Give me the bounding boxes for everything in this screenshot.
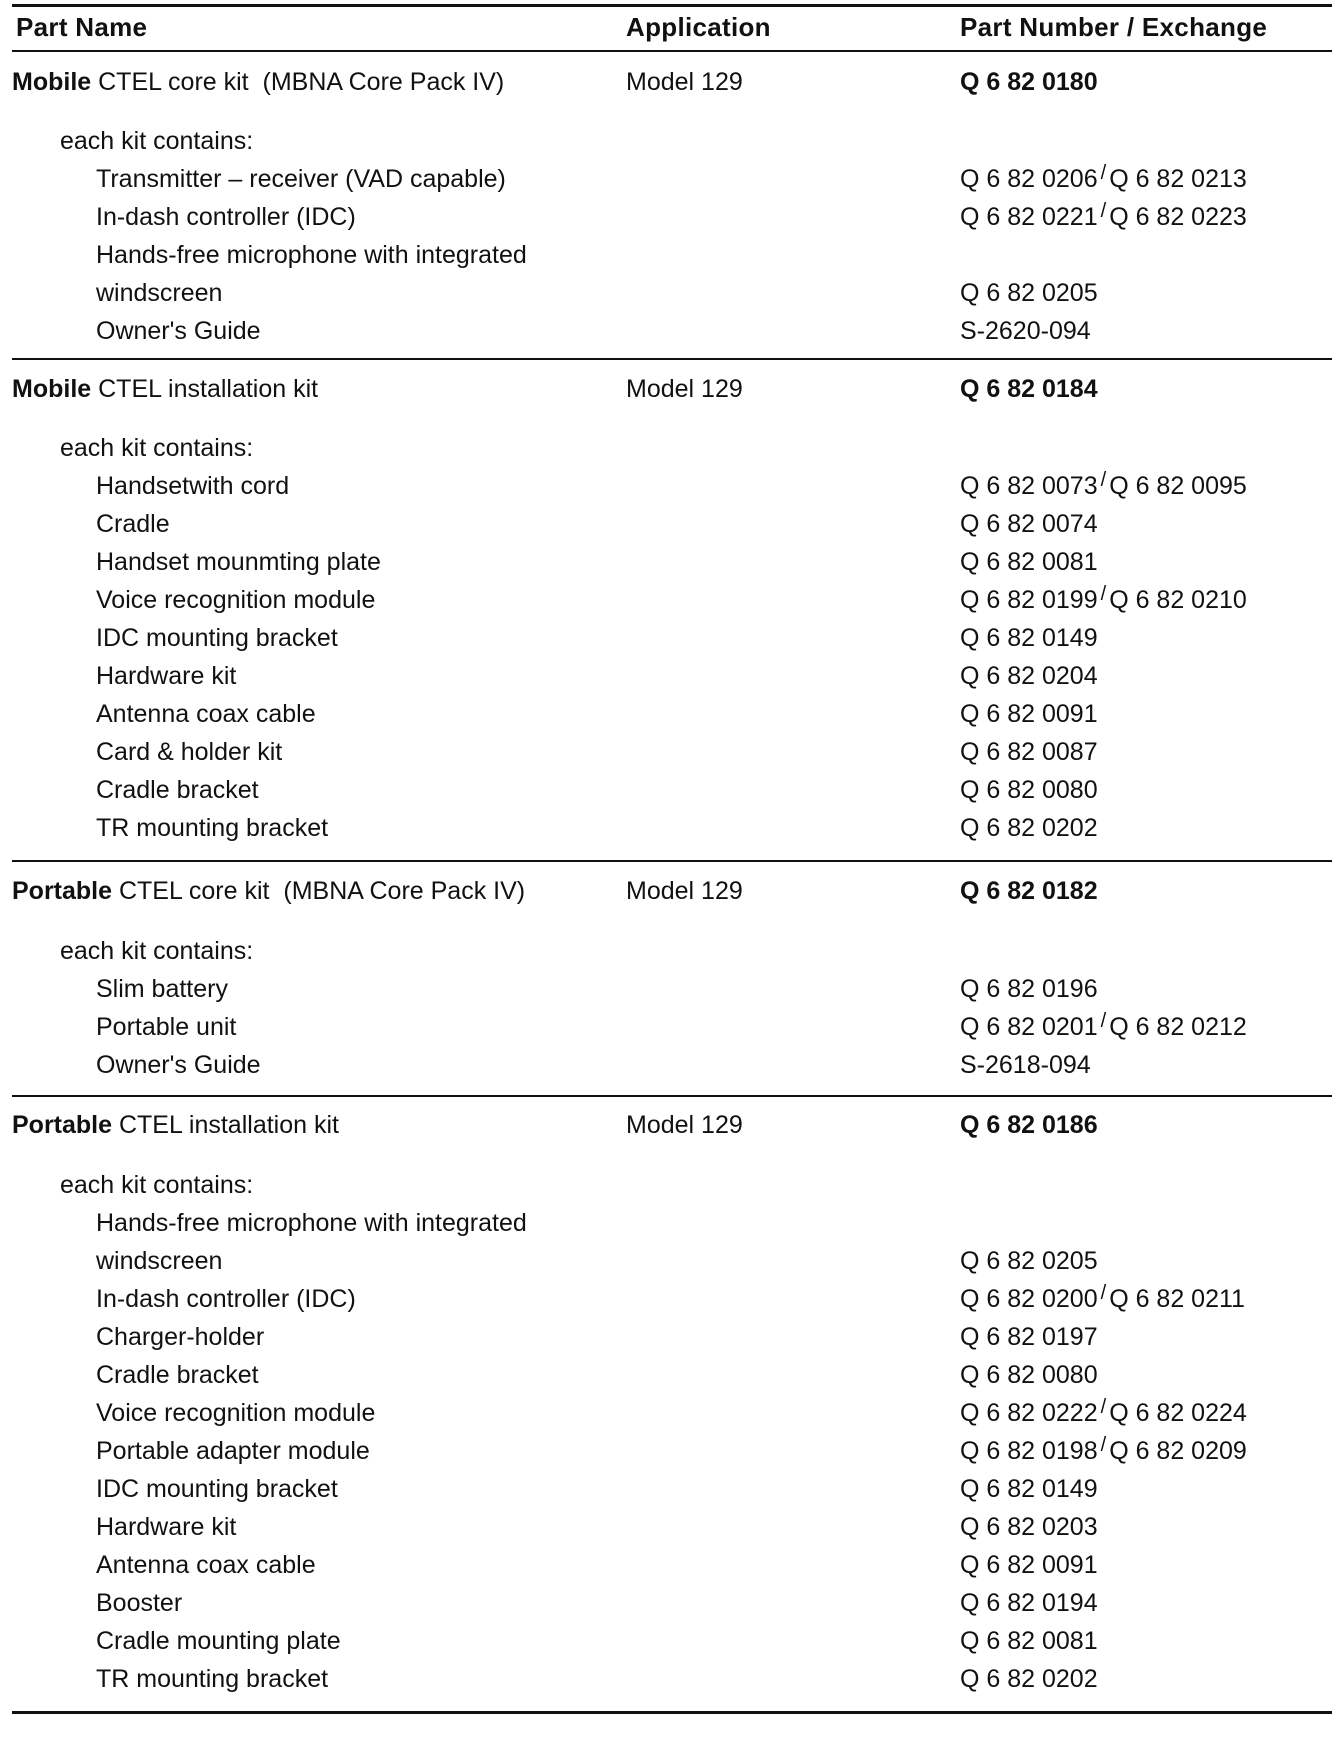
item-name: Handset mounmting plate xyxy=(96,548,381,576)
header-rule xyxy=(12,50,1332,52)
item-part-number: Q 6 82 0073 / Q 6 82 0095 xyxy=(960,469,1247,500)
item-part-number: Q 6 82 0203 xyxy=(960,1513,1098,1541)
item-row xyxy=(12,619,1332,657)
item-part-number: Q 6 82 0221 / Q 6 82 0223 xyxy=(960,200,1247,231)
kit-application: Model 129 xyxy=(626,68,743,96)
contains-label-row xyxy=(12,1166,1332,1204)
item-row xyxy=(12,970,1332,1008)
item-name: In-dash controller (IDC) xyxy=(96,1285,356,1313)
item-name: Transmitter – receiver (VAD capable) xyxy=(96,165,506,193)
item-name: Portable unit xyxy=(96,1013,237,1041)
item-part-number: Q 6 82 0194 xyxy=(960,1589,1098,1617)
item-part-number: Q 6 82 0199 / Q 6 82 0210 xyxy=(960,583,1247,614)
item-name: TR mounting bracket xyxy=(96,1665,329,1693)
item-part-number: Q 6 82 0149 xyxy=(960,624,1098,652)
item-part-number: Q 6 82 0087 xyxy=(960,738,1098,766)
section-divider xyxy=(12,358,1332,360)
contains-label: each kit contains: xyxy=(60,434,254,462)
item-name: IDC mounting bracket xyxy=(96,1475,338,1503)
item-name: Hands-free microphone with integrated xyxy=(96,241,527,269)
item-row xyxy=(12,1622,1332,1660)
item-name: windscreen xyxy=(96,279,223,307)
item-part-number: Q 6 82 0222 / Q 6 82 0224 xyxy=(960,1396,1247,1427)
item-name: Card & holder kit xyxy=(96,738,283,766)
item-name: Owner's Guide xyxy=(96,1051,261,1079)
item-name: Charger-holder xyxy=(96,1323,265,1351)
item-name: Antenna coax cable xyxy=(96,700,316,728)
item-row xyxy=(12,1546,1332,1584)
item-name: Hardware kit xyxy=(96,1513,237,1541)
item-row xyxy=(12,581,1332,619)
section-divider xyxy=(12,1095,1332,1097)
item-part-number: Q 6 82 0206 / Q 6 82 0213 xyxy=(960,162,1247,193)
item-name: Cradle bracket xyxy=(96,1361,259,1389)
item-row xyxy=(12,657,1332,695)
item-part-number: Q 6 82 0202 xyxy=(960,1665,1098,1693)
item-row xyxy=(12,467,1332,505)
item-name: windscreen xyxy=(96,1247,223,1275)
item-part-number: Q 6 82 0205 xyxy=(960,279,1098,307)
item-part-number: Q 6 82 0201 / Q 6 82 0212 xyxy=(960,1010,1247,1041)
kit-name: Mobile CTEL core kit (MBNA Core Pack IV) xyxy=(12,68,505,96)
kit-row xyxy=(12,63,1332,101)
item-name: IDC mounting bracket xyxy=(96,624,338,652)
item-part-number: Q 6 82 0197 xyxy=(960,1323,1098,1351)
item-part-number: Q 6 82 0091 xyxy=(960,1551,1098,1579)
kit-row xyxy=(12,1106,1332,1144)
item-name: Antenna coax cable xyxy=(96,1551,316,1579)
header-application: Application xyxy=(626,12,771,42)
item-name: Slim battery xyxy=(96,975,228,1003)
item-part-number: Q 6 82 0204 xyxy=(960,662,1098,690)
item-row xyxy=(12,1508,1332,1546)
item-row xyxy=(12,1008,1332,1046)
item-row xyxy=(12,236,1332,274)
item-row xyxy=(12,543,1332,581)
contains-label: each kit contains: xyxy=(60,937,254,965)
item-part-number: S-2620-094 xyxy=(960,317,1091,345)
item-row xyxy=(12,771,1332,809)
item-name: Cradle mounting plate xyxy=(96,1627,341,1655)
kit-application: Model 129 xyxy=(626,375,743,403)
contains-label-row xyxy=(12,932,1332,970)
item-row xyxy=(12,1280,1332,1318)
item-name: Portable adapter module xyxy=(96,1437,370,1465)
item-row xyxy=(12,1242,1332,1280)
item-row xyxy=(12,1660,1332,1698)
item-row xyxy=(12,1394,1332,1432)
kit-application: Model 129 xyxy=(626,877,743,905)
kit-name: Mobile CTEL installation kit xyxy=(12,375,319,403)
bottom-rule xyxy=(12,1711,1332,1714)
top-rule xyxy=(12,4,1332,7)
kit-name: Portable CTEL core kit (MBNA Core Pack IV) xyxy=(12,877,526,905)
item-name: Voice recognition module xyxy=(96,586,376,614)
item-row xyxy=(12,809,1332,847)
item-row xyxy=(12,1204,1332,1242)
item-row xyxy=(12,160,1332,198)
item-row xyxy=(12,1046,1332,1084)
item-part-number: Q 6 82 0080 xyxy=(960,776,1098,804)
item-part-number: Q 6 82 0200 / Q 6 82 0211 xyxy=(960,1282,1245,1313)
kit-part-number: Q 6 82 0180 xyxy=(960,68,1098,96)
contains-label-row xyxy=(12,429,1332,467)
item-part-number: Q 6 82 0149 xyxy=(960,1475,1098,1503)
kit-name: Portable CTEL installation kit xyxy=(12,1111,339,1139)
kit-row xyxy=(12,370,1332,408)
item-part-number: Q 6 82 0196 xyxy=(960,975,1098,1003)
item-row xyxy=(12,1470,1332,1508)
item-name: In-dash controller (IDC) xyxy=(96,203,356,231)
item-name: Cradle bracket xyxy=(96,776,259,804)
item-part-number: S-2618-094 xyxy=(960,1051,1091,1079)
kit-part-number: Q 6 82 0184 xyxy=(960,375,1098,403)
item-part-number: Q 6 82 0074 xyxy=(960,510,1098,538)
kit-row xyxy=(12,872,1332,910)
item-row xyxy=(12,695,1332,733)
item-row xyxy=(12,274,1332,312)
item-name: Cradle xyxy=(96,510,170,538)
item-name: Voice recognition module xyxy=(96,1399,376,1427)
kit-part-number: Q 6 82 0186 xyxy=(960,1111,1098,1139)
item-name: Hardware kit xyxy=(96,662,237,690)
item-row xyxy=(12,1584,1332,1622)
item-row xyxy=(12,1356,1332,1394)
item-row xyxy=(12,505,1332,543)
item-part-number: Q 6 82 0205 xyxy=(960,1247,1098,1275)
item-row xyxy=(12,312,1332,350)
item-row xyxy=(12,1318,1332,1356)
section-divider xyxy=(12,860,1332,862)
kit-application: Model 129 xyxy=(626,1111,743,1139)
item-part-number: Q 6 82 0091 xyxy=(960,700,1098,728)
item-part-number: Q 6 82 0080 xyxy=(960,1361,1098,1389)
item-name: Handsetwith cord xyxy=(96,472,290,500)
contains-label: each kit contains: xyxy=(60,127,254,155)
contains-label: each kit contains: xyxy=(60,1171,254,1199)
item-name: TR mounting bracket xyxy=(96,814,329,842)
header-part-number: Part Number / Exchange xyxy=(960,12,1268,42)
item-name: Hands-free microphone with integrated xyxy=(96,1209,527,1237)
item-part-number: Q 6 82 0081 xyxy=(960,1627,1098,1655)
item-name: Booster xyxy=(96,1589,183,1617)
item-name: Owner's Guide xyxy=(96,317,261,345)
contains-label-row xyxy=(12,122,1332,160)
item-row xyxy=(12,198,1332,236)
item-part-number: Q 6 82 0081 xyxy=(960,548,1098,576)
item-row xyxy=(12,1432,1332,1470)
kit-part-number: Q 6 82 0182 xyxy=(960,877,1098,905)
header-part-name: Part Name xyxy=(16,12,148,42)
item-part-number: Q 6 82 0202 xyxy=(960,814,1098,842)
item-part-number: Q 6 82 0198 / Q 6 82 0209 xyxy=(960,1434,1247,1465)
item-row xyxy=(12,733,1332,771)
